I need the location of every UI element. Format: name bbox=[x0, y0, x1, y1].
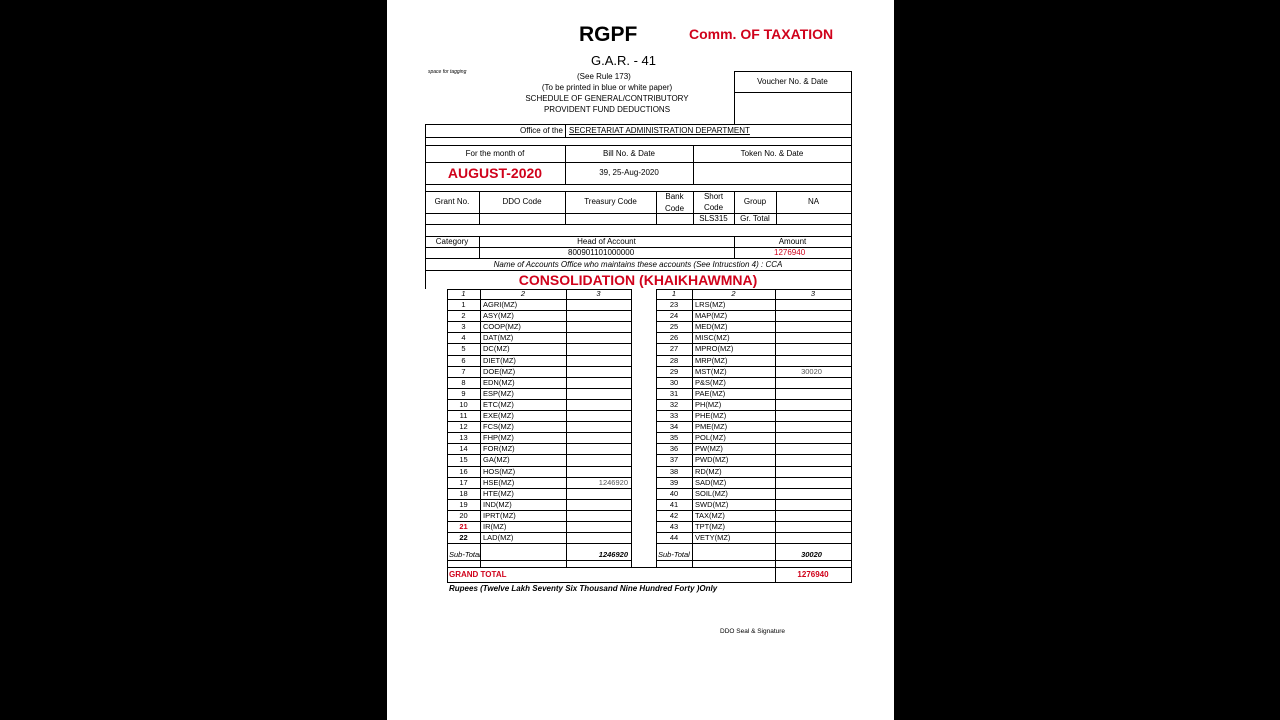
department-code: PAE(MZ) bbox=[695, 388, 726, 398]
right-row bbox=[656, 410, 851, 421]
department-code: MST(MZ) bbox=[695, 366, 727, 376]
left-row bbox=[447, 499, 631, 510]
department-code: AGRI(MZ) bbox=[483, 300, 518, 309]
row-number: 21 bbox=[459, 522, 468, 531]
row-number: 5 bbox=[461, 344, 466, 354]
left-col-header: 3 bbox=[596, 289, 601, 298]
row-number: 31 bbox=[669, 388, 679, 398]
department-code: TAX(MZ) bbox=[695, 510, 725, 520]
row-number: 34 bbox=[669, 422, 679, 432]
row-number: 32 bbox=[669, 399, 679, 409]
department-code: ASY(MZ) bbox=[483, 311, 514, 321]
bank-code-label-1: Bank bbox=[665, 192, 684, 201]
left-row bbox=[447, 388, 631, 399]
row-number: 38 bbox=[669, 466, 679, 476]
ddo-signature-label: DDO Seal & Signature bbox=[720, 628, 786, 635]
deduction-amount: 1246920 bbox=[598, 477, 628, 487]
row-number: 36 bbox=[669, 444, 679, 454]
grant-no-label: Grant No. bbox=[434, 197, 470, 206]
left-row bbox=[447, 310, 631, 321]
row-number: 12 bbox=[459, 422, 468, 432]
row-number: 39 bbox=[669, 477, 679, 487]
right-row bbox=[656, 310, 851, 321]
row-number: 24 bbox=[669, 311, 679, 321]
row-number: 14 bbox=[459, 444, 468, 454]
left-row bbox=[447, 299, 631, 310]
row-number: 7 bbox=[461, 366, 466, 376]
right-col-header: 2 bbox=[731, 289, 736, 298]
left-row bbox=[447, 443, 631, 454]
row-number: 44 bbox=[669, 533, 679, 543]
department-code: HSE(MZ) bbox=[483, 477, 515, 487]
row-number: 42 bbox=[669, 510, 679, 520]
document-page bbox=[387, 0, 894, 720]
department-code: MRP(MZ) bbox=[695, 355, 728, 365]
row-number: 22 bbox=[459, 533, 468, 543]
left-row bbox=[447, 466, 631, 477]
subtotal-label: Sub-Total bbox=[658, 550, 690, 560]
left-row bbox=[447, 432, 631, 443]
department-code: MAP(MZ) bbox=[695, 311, 728, 321]
left-row bbox=[447, 343, 631, 354]
right-row bbox=[656, 466, 851, 477]
row-number: 6 bbox=[461, 355, 466, 365]
left-row bbox=[447, 321, 631, 332]
department-code: MPRO(MZ) bbox=[695, 344, 734, 354]
department-code: FCS(MZ) bbox=[483, 422, 514, 432]
right-row bbox=[656, 532, 851, 543]
right-row bbox=[656, 343, 851, 354]
department-code: IR(MZ) bbox=[483, 522, 507, 531]
head-of-account-value: 800901101000000 bbox=[568, 248, 635, 257]
department-code: LRS(MZ) bbox=[695, 300, 726, 309]
department-code: HOS(MZ) bbox=[483, 466, 516, 476]
department-code: FOR(MZ) bbox=[483, 444, 515, 454]
row-number: 29 bbox=[669, 366, 679, 376]
accounts-office-note: Name of Accounts Office who maintains these accounts (See Intrucstion 4) : CCA bbox=[493, 260, 783, 269]
short-code-label-2: Code bbox=[703, 203, 724, 212]
right-row bbox=[656, 510, 851, 521]
department-code: HTE(MZ) bbox=[483, 488, 514, 498]
rule-ref: (See Rule 173) bbox=[577, 72, 631, 81]
amount-in-words: Rupees (Twelve Lakh Seventy Six Thousand Nine Hundred Forty )Only bbox=[449, 584, 718, 593]
right-row bbox=[656, 443, 851, 454]
short-code-value: SLS315 bbox=[699, 214, 728, 223]
left-col-header: 2 bbox=[520, 289, 526, 298]
left-row bbox=[447, 332, 631, 343]
bill-value: 39, 25-Aug-2020 bbox=[599, 168, 659, 177]
print-note: (To be printed in blue or white paper) bbox=[541, 83, 673, 92]
subtotal-label: Sub-Total bbox=[449, 550, 481, 560]
office-label: Office of the bbox=[520, 126, 563, 135]
row-number: 15 bbox=[459, 455, 468, 465]
row-number: 30 bbox=[669, 377, 679, 387]
account-amount-value: 1276940 bbox=[774, 248, 806, 257]
department-code: DOE(MZ) bbox=[483, 366, 516, 376]
right-col-header: 1 bbox=[671, 289, 677, 298]
left-row bbox=[447, 532, 631, 543]
consolidation-right-table bbox=[656, 289, 852, 567]
row-number: 17 bbox=[459, 477, 468, 487]
row-number: 43 bbox=[669, 522, 679, 531]
row-number: 37 bbox=[669, 455, 679, 465]
department-code: ESP(MZ) bbox=[483, 388, 514, 398]
ddo-code-label: DDO Code bbox=[502, 197, 542, 206]
right-row bbox=[656, 388, 851, 399]
department-code: PHE(MZ) bbox=[695, 411, 727, 420]
department-code: PW(MZ) bbox=[695, 444, 723, 454]
department-code: DAT(MZ) bbox=[483, 333, 514, 343]
subtotal-value: 1246920 bbox=[598, 550, 628, 560]
department-code: TPT(MZ) bbox=[695, 522, 725, 531]
left-row bbox=[447, 377, 631, 388]
row-number: 33 bbox=[669, 411, 679, 420]
department-code: SWD(MZ) bbox=[695, 499, 729, 509]
na-label: NA bbox=[807, 197, 820, 206]
left-row bbox=[447, 366, 631, 377]
group-value: Gr. Total bbox=[740, 214, 770, 223]
right-row bbox=[656, 321, 851, 332]
department-code: EXE(MZ) bbox=[483, 411, 514, 420]
subtotal-value: 30020 bbox=[801, 550, 822, 560]
left-row bbox=[447, 399, 631, 410]
department-code: PME(MZ) bbox=[695, 422, 728, 432]
row-number: 35 bbox=[669, 433, 679, 443]
treasury-code-label: Treasury Code bbox=[584, 197, 637, 206]
row-number: 1 bbox=[461, 300, 466, 309]
row-number: 20 bbox=[459, 510, 468, 520]
row-number: 16 bbox=[459, 466, 468, 476]
right-row bbox=[656, 477, 851, 488]
month-label: For the month of bbox=[465, 149, 525, 158]
row-number: 25 bbox=[669, 322, 679, 332]
department-code: DIET(MZ) bbox=[483, 355, 516, 365]
form-number: G.A.R. - 41 bbox=[591, 53, 657, 68]
right-row bbox=[656, 454, 851, 465]
department-code: DC(MZ) bbox=[483, 344, 510, 354]
right-row bbox=[656, 421, 851, 432]
department-code: GA(MZ) bbox=[483, 455, 510, 465]
department-code: FHP(MZ) bbox=[483, 433, 514, 443]
department-code: COOP(MZ) bbox=[483, 322, 521, 332]
row-number: 10 bbox=[459, 399, 468, 409]
amount-label: Amount bbox=[778, 237, 807, 246]
grand-total-label: GRAND TOTAL bbox=[449, 570, 507, 579]
department-code: SOIL(MZ) bbox=[695, 488, 728, 498]
row-number: 3 bbox=[461, 322, 466, 332]
right-row bbox=[656, 366, 851, 377]
office-value: SECRETARIAT ADMINISTRATION DEPARTMENT bbox=[569, 126, 750, 135]
right-row bbox=[656, 355, 851, 366]
row-number: 28 bbox=[669, 355, 679, 365]
department-code: IND(MZ) bbox=[483, 499, 512, 509]
category-label: Category bbox=[435, 237, 469, 246]
right-row bbox=[656, 521, 851, 532]
deduction-amount: 30020 bbox=[801, 366, 822, 376]
bill-label: Bill No. & Date bbox=[602, 149, 656, 158]
row-number: 41 bbox=[669, 499, 679, 509]
row-number: 40 bbox=[669, 488, 679, 498]
consolidation-title: CONSOLIDATION (KHAIKHAWMNA) bbox=[518, 272, 758, 288]
row-number: 19 bbox=[459, 499, 468, 509]
consolidation-left-table bbox=[447, 289, 631, 567]
right-row bbox=[656, 299, 851, 310]
department-code: MED(MZ) bbox=[695, 322, 728, 332]
group-label: Group bbox=[743, 197, 767, 206]
row-number: 9 bbox=[461, 388, 466, 398]
left-col-header: 1 bbox=[461, 289, 466, 298]
schedule-line2: PROVIDENT FUND DEDUCTIONS bbox=[543, 105, 671, 114]
token-label: Token No. & Date bbox=[740, 149, 804, 158]
right-row bbox=[656, 488, 851, 499]
row-number: 2 bbox=[461, 311, 466, 321]
right-row bbox=[656, 332, 851, 343]
department-code: ETC(MZ) bbox=[483, 399, 514, 409]
row-number: 26 bbox=[669, 333, 679, 343]
left-row bbox=[447, 421, 631, 432]
left-row bbox=[447, 355, 631, 366]
department-code: PH(MZ) bbox=[695, 399, 722, 409]
month-value: AUGUST-2020 bbox=[447, 165, 543, 181]
row-number: 27 bbox=[669, 344, 679, 354]
row-number: 11 bbox=[459, 411, 468, 420]
department-code: MISC(MZ) bbox=[695, 333, 730, 343]
grand-total-value: 1276940 bbox=[797, 570, 829, 579]
left-row bbox=[447, 477, 631, 488]
form-title: RGPF bbox=[579, 23, 638, 46]
left-row bbox=[447, 488, 631, 499]
row-number: 18 bbox=[459, 488, 468, 498]
department-code: PWD(MZ) bbox=[695, 455, 729, 465]
left-row bbox=[447, 510, 631, 521]
department-code: POL(MZ) bbox=[695, 433, 726, 443]
short-code-label-1: Short bbox=[703, 192, 724, 201]
row-number: 13 bbox=[459, 433, 468, 443]
right-row bbox=[656, 432, 851, 443]
row-number: 8 bbox=[461, 377, 466, 387]
right-col-header: 3 bbox=[810, 289, 816, 298]
tagging-note: space for tagging bbox=[428, 69, 467, 75]
left-row bbox=[447, 454, 631, 465]
voucher-label: Voucher No. & Date bbox=[757, 77, 828, 86]
right-row bbox=[656, 377, 851, 388]
row-number: 4 bbox=[461, 333, 466, 343]
left-row bbox=[447, 410, 631, 421]
left-row bbox=[447, 521, 631, 532]
department-code: RD(MZ) bbox=[695, 466, 722, 476]
department-code: LAD(MZ) bbox=[483, 533, 514, 543]
head-of-account-label: Head of Account bbox=[577, 237, 636, 246]
commissioner-heading: Comm. OF TAXATION bbox=[689, 26, 834, 42]
department-code: SAD(MZ) bbox=[695, 477, 727, 487]
right-row bbox=[656, 499, 851, 510]
row-number: 23 bbox=[669, 300, 679, 309]
department-code: EDN(MZ) bbox=[483, 377, 515, 387]
schedule-line1: SCHEDULE OF GENERAL/CONTRIBUTORY bbox=[525, 94, 689, 103]
department-code: VETY(MZ) bbox=[695, 533, 731, 543]
department-code: P&S(MZ) bbox=[695, 377, 726, 387]
right-row bbox=[656, 399, 851, 410]
department-code: IPRT(MZ) bbox=[483, 510, 516, 520]
bank-code-label-2: Code bbox=[664, 204, 685, 213]
